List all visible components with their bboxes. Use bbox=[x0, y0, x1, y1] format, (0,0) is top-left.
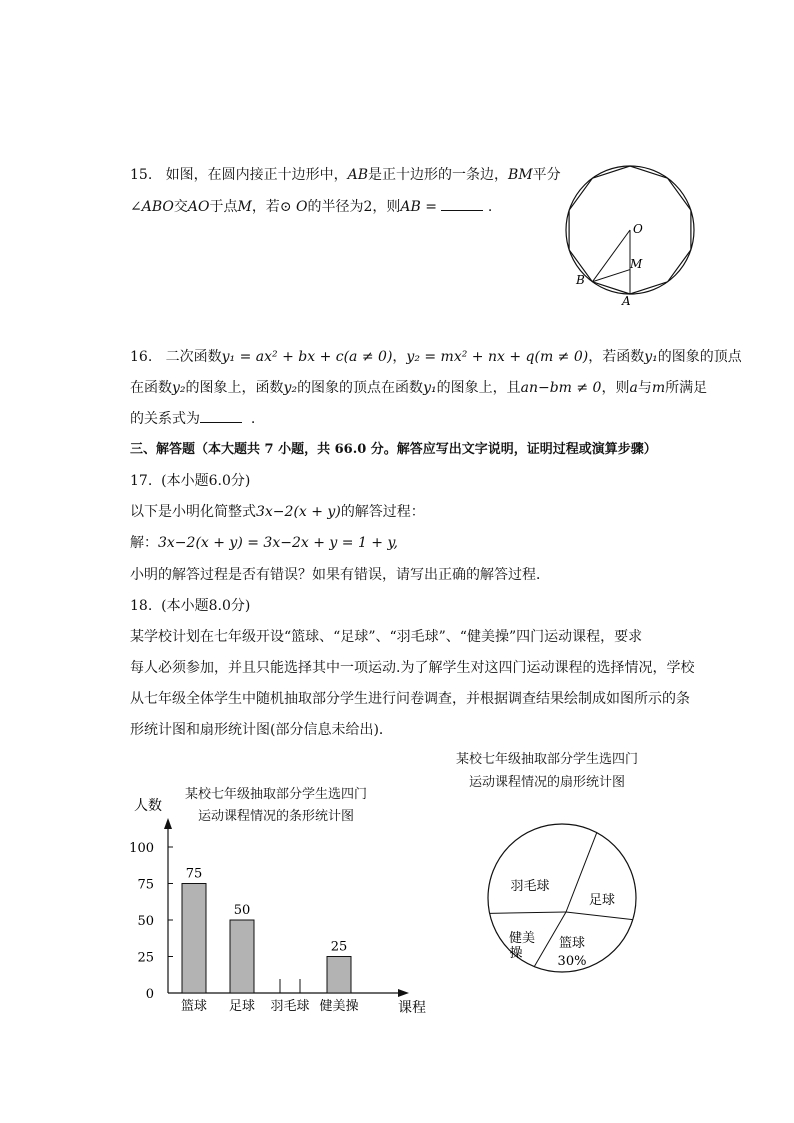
q15-math-circle: ⊙ O bbox=[279, 199, 308, 215]
q15-text: 的半径为2，则 bbox=[307, 199, 401, 215]
segment-bm bbox=[592, 270, 630, 282]
x-axis-arrow bbox=[398, 989, 409, 997]
slice-label-健美操: 健美 bbox=[508, 931, 536, 946]
slice-label-足球: 足球 bbox=[588, 893, 616, 908]
q15-math-m: M bbox=[237, 199, 252, 215]
q15-math-ab: AB bbox=[347, 167, 369, 183]
q15-text: ，若 bbox=[251, 199, 280, 215]
q18-paragraph-line: 某学校计划在七年级开设“篮球、“足球”、“羽毛球”、“健美操”四门运动课程，要求 bbox=[130, 629, 643, 645]
data-label: 75 bbox=[185, 866, 203, 882]
q15-text: 于点 bbox=[209, 199, 238, 215]
q17-solution bbox=[130, 534, 398, 552]
segment-ob bbox=[592, 230, 630, 282]
q15-math-angle: ∠ABO bbox=[130, 199, 174, 215]
q16-math-y2: y₂ bbox=[172, 380, 186, 396]
q18-paragraph-line: 形统计图和扇形统计图(部分信息未给出)． bbox=[130, 722, 393, 738]
q16-text: ，若函数 bbox=[588, 349, 645, 365]
category-label: 足球 bbox=[228, 999, 256, 1014]
q15-line1 bbox=[130, 166, 561, 184]
q15-text: 是正十边形的一条边， bbox=[368, 167, 509, 183]
q18-paragraph-line: 每人必须参加，并且只能选择其中一项运动.为了解学生对这四门运动课程的选择情况，学校 bbox=[130, 660, 695, 676]
q16-text: 的关系式为 bbox=[130, 411, 200, 427]
q16-text: 在函数 bbox=[130, 380, 172, 396]
q18-paragraph-line: 从七年级全体学生中随机抽取部分学生进行问卷调查，并根据调查结果绘制成如图所示的条 bbox=[130, 691, 690, 707]
q16-math-y2-def: y₂ = mx² + nx + q(m ≠ 0) bbox=[406, 349, 589, 365]
q16-answer-blank[interactable] bbox=[200, 422, 242, 423]
q16-text: ，则 bbox=[601, 380, 630, 396]
q16-text: 的图象上，且 bbox=[436, 380, 521, 396]
q17-number: 17. bbox=[130, 473, 153, 489]
q16-line2 bbox=[130, 379, 707, 397]
q15-math-ab2: AB = bbox=[400, 199, 437, 215]
q16-line1 bbox=[130, 348, 742, 366]
bar-健美操 bbox=[327, 957, 351, 994]
slice-percent-篮球: 30% bbox=[557, 954, 587, 969]
q16-text: 的图象的顶点在函数 bbox=[297, 380, 424, 396]
label-m: M bbox=[630, 257, 643, 271]
q15-number: 15. bbox=[130, 167, 153, 183]
q16-line3 bbox=[130, 410, 255, 428]
q16-text: 的图象上，函数 bbox=[185, 380, 284, 396]
q17-text: 以下是小明化简整式 bbox=[130, 504, 256, 520]
pie-chart-title-line1: 某校七年级抽取部分学生选四门 bbox=[455, 752, 638, 767]
q16-text: 二次函数 bbox=[165, 349, 222, 365]
q15-text: 如图，在圆内接正十边形中， bbox=[165, 167, 348, 183]
q15-math-ao: AO bbox=[187, 199, 210, 215]
slice-label-健美操: 操 bbox=[509, 946, 523, 961]
category-label: 健美操 bbox=[319, 999, 359, 1014]
q17-question: 小明的解答过程是否有错误？如果有错误，请写出正确的解答过程． bbox=[130, 567, 550, 583]
q17-line1 bbox=[130, 503, 425, 521]
q16-number: 16. bbox=[130, 349, 153, 365]
q17-math-solution: 3x−2(x + y) = 3x−2x + y = 1 + y, bbox=[158, 535, 398, 551]
decagon-figure bbox=[560, 160, 700, 320]
q15-line2 bbox=[130, 198, 492, 216]
q15-answer-blank[interactable] bbox=[441, 210, 483, 211]
q15-text: 平分 bbox=[532, 167, 561, 183]
q17-header bbox=[130, 472, 250, 490]
label-a: A bbox=[622, 294, 631, 308]
q17-solution-label: 解： bbox=[130, 535, 158, 551]
category-label: 篮球 bbox=[180, 999, 208, 1014]
q16-math-y1: y₁ bbox=[644, 349, 658, 365]
label-o: O bbox=[633, 222, 643, 236]
bar-chart-title-line1: 某校七年级抽取部分学生选四门 bbox=[184, 787, 367, 802]
q16-text: ， bbox=[392, 349, 407, 365]
x-axis-label: 课程 bbox=[398, 1000, 426, 1016]
q15-end: . bbox=[487, 199, 493, 215]
q15-math-bm: BM bbox=[508, 167, 533, 183]
q15-text: 交 bbox=[173, 199, 188, 215]
y-tick-label: 50 bbox=[137, 914, 154, 929]
y-tick-label: 0 bbox=[145, 987, 154, 1002]
q17-score: (本小题6.0分) bbox=[161, 473, 251, 489]
y-tick-label: 25 bbox=[137, 950, 154, 966]
bar-chart-title-line2: 运动课程情况的条形统计图 bbox=[197, 809, 354, 824]
q16-math-y1-def: y₁ = ax² + bx + c(a ≠ 0) bbox=[221, 349, 393, 365]
y-axis-label: 人数 bbox=[134, 798, 162, 814]
q16-text: 所满足 bbox=[665, 380, 708, 396]
q18-header bbox=[130, 597, 250, 615]
q16-math-a: a bbox=[629, 380, 638, 396]
data-label: 50 bbox=[233, 903, 251, 918]
category-label: 羽毛球 bbox=[270, 999, 310, 1014]
slice-label-羽毛球: 羽毛球 bbox=[510, 879, 550, 894]
slice-label-篮球: 篮球 bbox=[558, 936, 586, 951]
q17-math-expr: 3x−2(x + y) bbox=[256, 504, 341, 520]
bar-篮球 bbox=[182, 884, 206, 994]
section-3-heading: 三、解答题（本大题共 7 小题，共 66.0 分。解答应写出文字说明，证明过程或演算步骤） bbox=[130, 442, 657, 457]
pie-slice-border bbox=[490, 912, 566, 913]
q18-score: (本小题8.0分) bbox=[161, 598, 251, 614]
data-label: 25 bbox=[330, 939, 348, 955]
pie-chart bbox=[480, 810, 650, 990]
bar-chart bbox=[120, 790, 440, 1020]
q16-end: . bbox=[250, 411, 256, 427]
q16-math-m: m bbox=[651, 380, 666, 396]
q16-math-cond: an−bm ≠ 0 bbox=[520, 380, 602, 396]
q16-math-y2: y₂ bbox=[283, 380, 298, 396]
q16-text: 的图象的顶点 bbox=[657, 349, 742, 365]
y-axis-arrow bbox=[164, 818, 172, 829]
q16-text: 与 bbox=[637, 380, 652, 396]
q17-text: 的解答过程： bbox=[340, 504, 425, 520]
label-b: B bbox=[576, 273, 585, 287]
pie-chart-title-line2: 运动课程情况的扇形统计图 bbox=[468, 775, 625, 790]
q18-number: 18. bbox=[130, 598, 153, 614]
bar-足球 bbox=[230, 920, 254, 993]
pie-slice-border bbox=[566, 912, 633, 920]
y-tick-label: 75 bbox=[137, 877, 154, 893]
q16-math-y1: y₁ bbox=[423, 380, 437, 396]
y-tick-label: 100 bbox=[129, 841, 154, 856]
